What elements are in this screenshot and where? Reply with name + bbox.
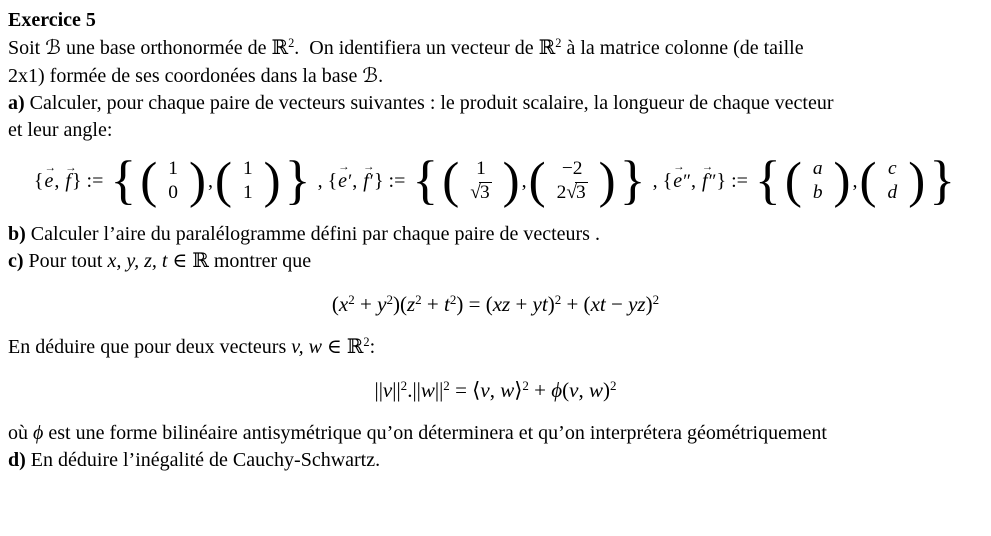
item-a-line-1: a) Calculer, pour chaque paire de vecteurs suivantes : le produit scalaire, la longueur de chaque vecteur	[8, 92, 834, 114]
identity-equation	[8, 291, 983, 318]
phi-line: où ϕ est une forme bilinéaire antisymétrique qu’on déterminera et qu’on interprétera géométriquement	[8, 421, 827, 444]
exercise-title: Exercice 5	[8, 9, 96, 31]
item-a-line-2: et leur angle:	[8, 119, 113, 141]
item-b-line: b) Calculer l’aire du paralélogramme défini par chaque paire de vecteurs .	[8, 222, 600, 245]
intro-line-1: Soit ℬ une base orthonormée de ℝ$^2$. On identifiera un vecteur de ℝ$^2$ à la matrice colonne (de taille	[8, 35, 804, 59]
intro-line-2: 2x1) formée de ses coordonées dans la base ℬ.	[8, 63, 384, 87]
deduce-line: En déduire que pour deux vecteurs v, w ∈ ℝ$^2$:	[8, 334, 376, 358]
vector-pairs-equation-content: { → e , → f } := { ( 1 0 ) , ( 1 1 ) } , { → e′ , → f′ } := { ( 1 √3 ) , ( −2 2√3 ) } , { → e″ , → f″ } := { ( a b ) , ( c d ) }	[33, 150, 956, 211]
item-d-line: d) En déduire l’inégalité de Cauchy-Schwartz.	[8, 448, 381, 471]
item-c-line: c) Pour tout x, y, z, t ∈ ℝ montrer que	[8, 249, 312, 272]
norms-equation-content: $||v||^2.||w||^2$ = ⟨v, w⟩$^2$ + ϕ(v, w)$^2$	[374, 377, 617, 402]
vector-pairs-equation	[8, 150, 983, 211]
identity-equation-content: $(x^2 + y^2)(z^2 + t^2) = (xz + yt)^2 + (xt - yz)^2$	[331, 291, 660, 316]
norms-equation	[8, 377, 983, 404]
